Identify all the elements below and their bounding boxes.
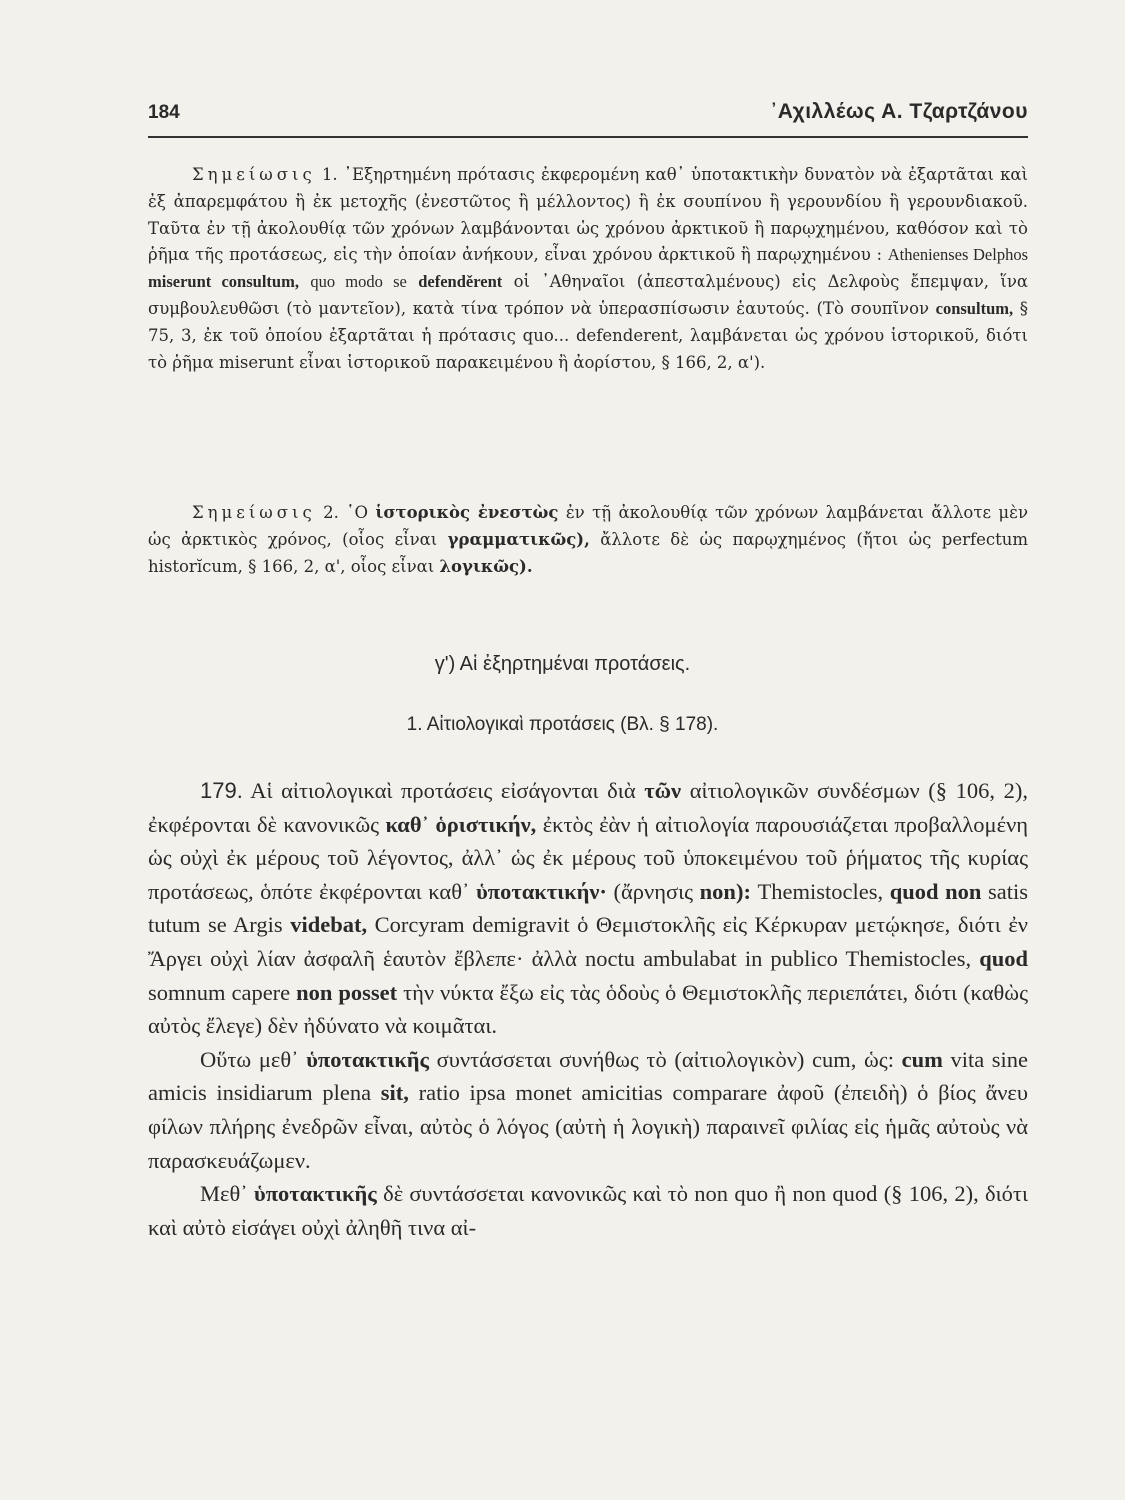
note-2-text: ἄλλοτε δὲ ὡς παρῳχημένος (ἤτοι ὡς perfectum historĭcum, § 166, 2, α', οἷος εἶναι xyxy=(148,529,1028,576)
paragraph-179 xyxy=(148,774,1028,1244)
body-text: Themistocles, xyxy=(757,878,884,904)
bold-term: γραμματικῶς), xyxy=(447,529,590,549)
body-text: (ἄρνησις xyxy=(613,878,694,904)
body-text: somnum capere xyxy=(148,979,291,1005)
note-2 xyxy=(148,500,1028,580)
sub-heading: 1. Αἰτιολογικαὶ προτάσεις (Βλ. § 178). xyxy=(406,714,719,735)
bold-term: cum xyxy=(901,1046,943,1072)
bold-term: non): xyxy=(699,878,751,904)
note-1-text: οἱ ᾿Αθηναῖοι (ἀπεσταλμένους) εἰς Δελφοὺς ἔπεμψαν, ἵνα συμβουλευθῶσι (τὸ μαντεῖον), κατὰ τίνα τρόπον νὰ ὑπερασπίσωσιν ἑαυτούς. (Τὸ σουπῖνον xyxy=(148,272,1028,318)
latin-bold: defenděrent xyxy=(418,272,503,292)
body-text: τὴν νύκτα ἔξω εἰς τὰς ὁδοὺς ὁ Θεμιστοκλῆς περιεπάτει, διότι (καθὼς αὐτὸς ἔλεγε) δὲν ἠδύνατο νὰ κοιμᾶται. xyxy=(148,979,1028,1039)
body-text: ἐκτὸς ἐὰν ἡ αἰτιολογία παρουσιάζεται προβαλλομένη ὡς οὐχὶ ἐκ μέρους τοῦ λέγοντος, ἀλλ᾿ ὡς ἐκ μέρους τοῦ ὑποκειμένου τοῦ ῥήματος τῆς κυρίας προτάσεως, ὁπότε ἐκφέρονται καθ᾿ xyxy=(148,811,1029,904)
note-2-number: 2. xyxy=(323,503,339,522)
body-text: ratio ipsa monet amicitias comparare ἀφοῦ (ἐπειδὴ) ὁ βίος ἄνευ φίλων πλήρης ἐνεδρῶν εἶναι, αὐτὸς ὁ λόγος (αὐτὴ ἡ λογικὴ) παραινεῖ φιλίας εἰς ἡμᾶς αὐτοὺς νὰ παρασκευάζωμεν. xyxy=(148,1080,1029,1173)
body-text: vita sine amicis insidiarum plena xyxy=(148,1046,1029,1106)
note-2-label: Σημείωσις xyxy=(192,503,316,522)
bold-term: λογικῶς). xyxy=(439,556,533,576)
bold-term: καθ᾿ ὁριστικήν, xyxy=(385,811,537,837)
note-2-text: ἐν τῇ ἀκολουθίᾳ τῶν χρόνων λαμβάνεται ἄλλοτε μὲν ὡς ἀρκτικὸς χρόνος, (οἷος εἶναι xyxy=(148,503,1028,549)
body-text: συντάσσεται συνήθως τὸ (αἰτιολογικὸν) cum, ὡς: xyxy=(436,1046,894,1072)
note-2-text: ῾Ο xyxy=(346,503,369,522)
bold-term: τῶν xyxy=(644,778,682,803)
bold-term: quod non xyxy=(889,878,982,904)
note-1-number: 1. xyxy=(321,165,338,184)
page-header xyxy=(148,96,1028,138)
paragraph-number: 179. xyxy=(200,778,243,803)
body-text: Οὕτω μεθ᾿ xyxy=(200,1046,299,1072)
body-text: δὲ συντάσσεται κανονικῶς καὶ τὸ non quo ἢ non quod (§ 106, 2), διότι καὶ αὐτὸ εἰσάγει οὐχὶ ἀληθῆ τινα αἰ- xyxy=(148,1181,1029,1240)
bold-term: ὑποτακτικῆς xyxy=(306,1046,430,1072)
note-1 xyxy=(148,162,1028,376)
bold-term: ἱστορικὸς ἐνεστὼς xyxy=(375,503,559,522)
latin-bold: consultum, xyxy=(935,298,1014,318)
note-1-text: § 75, 3, ἐκ τοῦ ὁποίου ἐξαρτᾶται ἡ πρότασις quo... defenderent, λαμβάνεται ὡς χρόνου ἱστορικοῦ, διότι τὸ ῥῆμα miserunt εἶναι ἱστορικοῦ παρακειμένου ἢ ἀορίστου, § 166, 2, α'). xyxy=(148,298,1028,372)
latin-text: quo modo se xyxy=(310,272,407,292)
bold-term: videbat, xyxy=(290,912,368,938)
body-text: αἰτιολογικῶν συνδέσμων (§ 106, 2), ἐκφέρονται δὲ κανονικῶς xyxy=(148,778,1029,837)
latin-bold: miserunt consultum, xyxy=(148,272,299,292)
body-text: Μεθ᾿ xyxy=(200,1181,248,1207)
bold-term: non posset xyxy=(296,979,398,1005)
bold-term: ὑποτακτικήν· xyxy=(476,878,607,904)
bold-term: ὑποτακτικῆς xyxy=(254,1181,377,1207)
body-text: satis tutum se Argis xyxy=(148,878,1029,938)
body-text: Corcyram demigravit ὁ Θεμιστοκλῆς εἰς Κέρκυραν μετῴκησε, διότι ἐν Ἄργει οὐχὶ λίαν ἀσφαλῆ ἑαυτὸν ἔβλεπε· ἀλλὰ noctu ambulabat in publico Themistocles, xyxy=(148,912,1028,971)
note-1-text: ᾿Εξηρτημένη πρότασις ἐκφερομένη καθ᾿ ὑποτακτικὴν δυνατὸν νὰ ἐξαρτᾶται καὶ ἐξ ἀπαρεμφάτου ἢ ἐκ μετοχῆς (ἐνεστῶτος ἢ μέλλοντος) ἢ ἐκ σουπίνου ἢ γερουνδίου ἢ γερουνδιακοῦ. Ταῦτα ἐν τῇ ἀκολουθίᾳ τῶν χρόνων λαμβάνονται ὡς χρόνου ἀρκτικοῦ ἢ παρῳχημένου, καθόσον καὶ τὸ ῥῆμα τῆς προτάσεως, εἰς τὴν ὁποίαν ἀνήκουν, εἶναι χρόνου ἀρκτικοῦ ἢ παρῳχημένου : xyxy=(148,165,1028,265)
running-head: ᾿Αχιλλέως Α. Τζαρτζάνου xyxy=(770,100,1028,123)
bold-term: sit, xyxy=(380,1080,409,1106)
body-text: Αἱ αἰτιολογικαὶ προτάσεις εἰσάγονται διὰ xyxy=(250,778,636,803)
latin-text: Athenienses Delphos xyxy=(887,245,1028,265)
note-1-label: Σημείωσις xyxy=(192,165,316,184)
bold-term: quod xyxy=(979,945,1028,971)
section-heading: γ') Αἱ ἐξηρτημέναι προτάσεις. xyxy=(434,653,691,675)
page-number: 184 xyxy=(148,102,180,123)
